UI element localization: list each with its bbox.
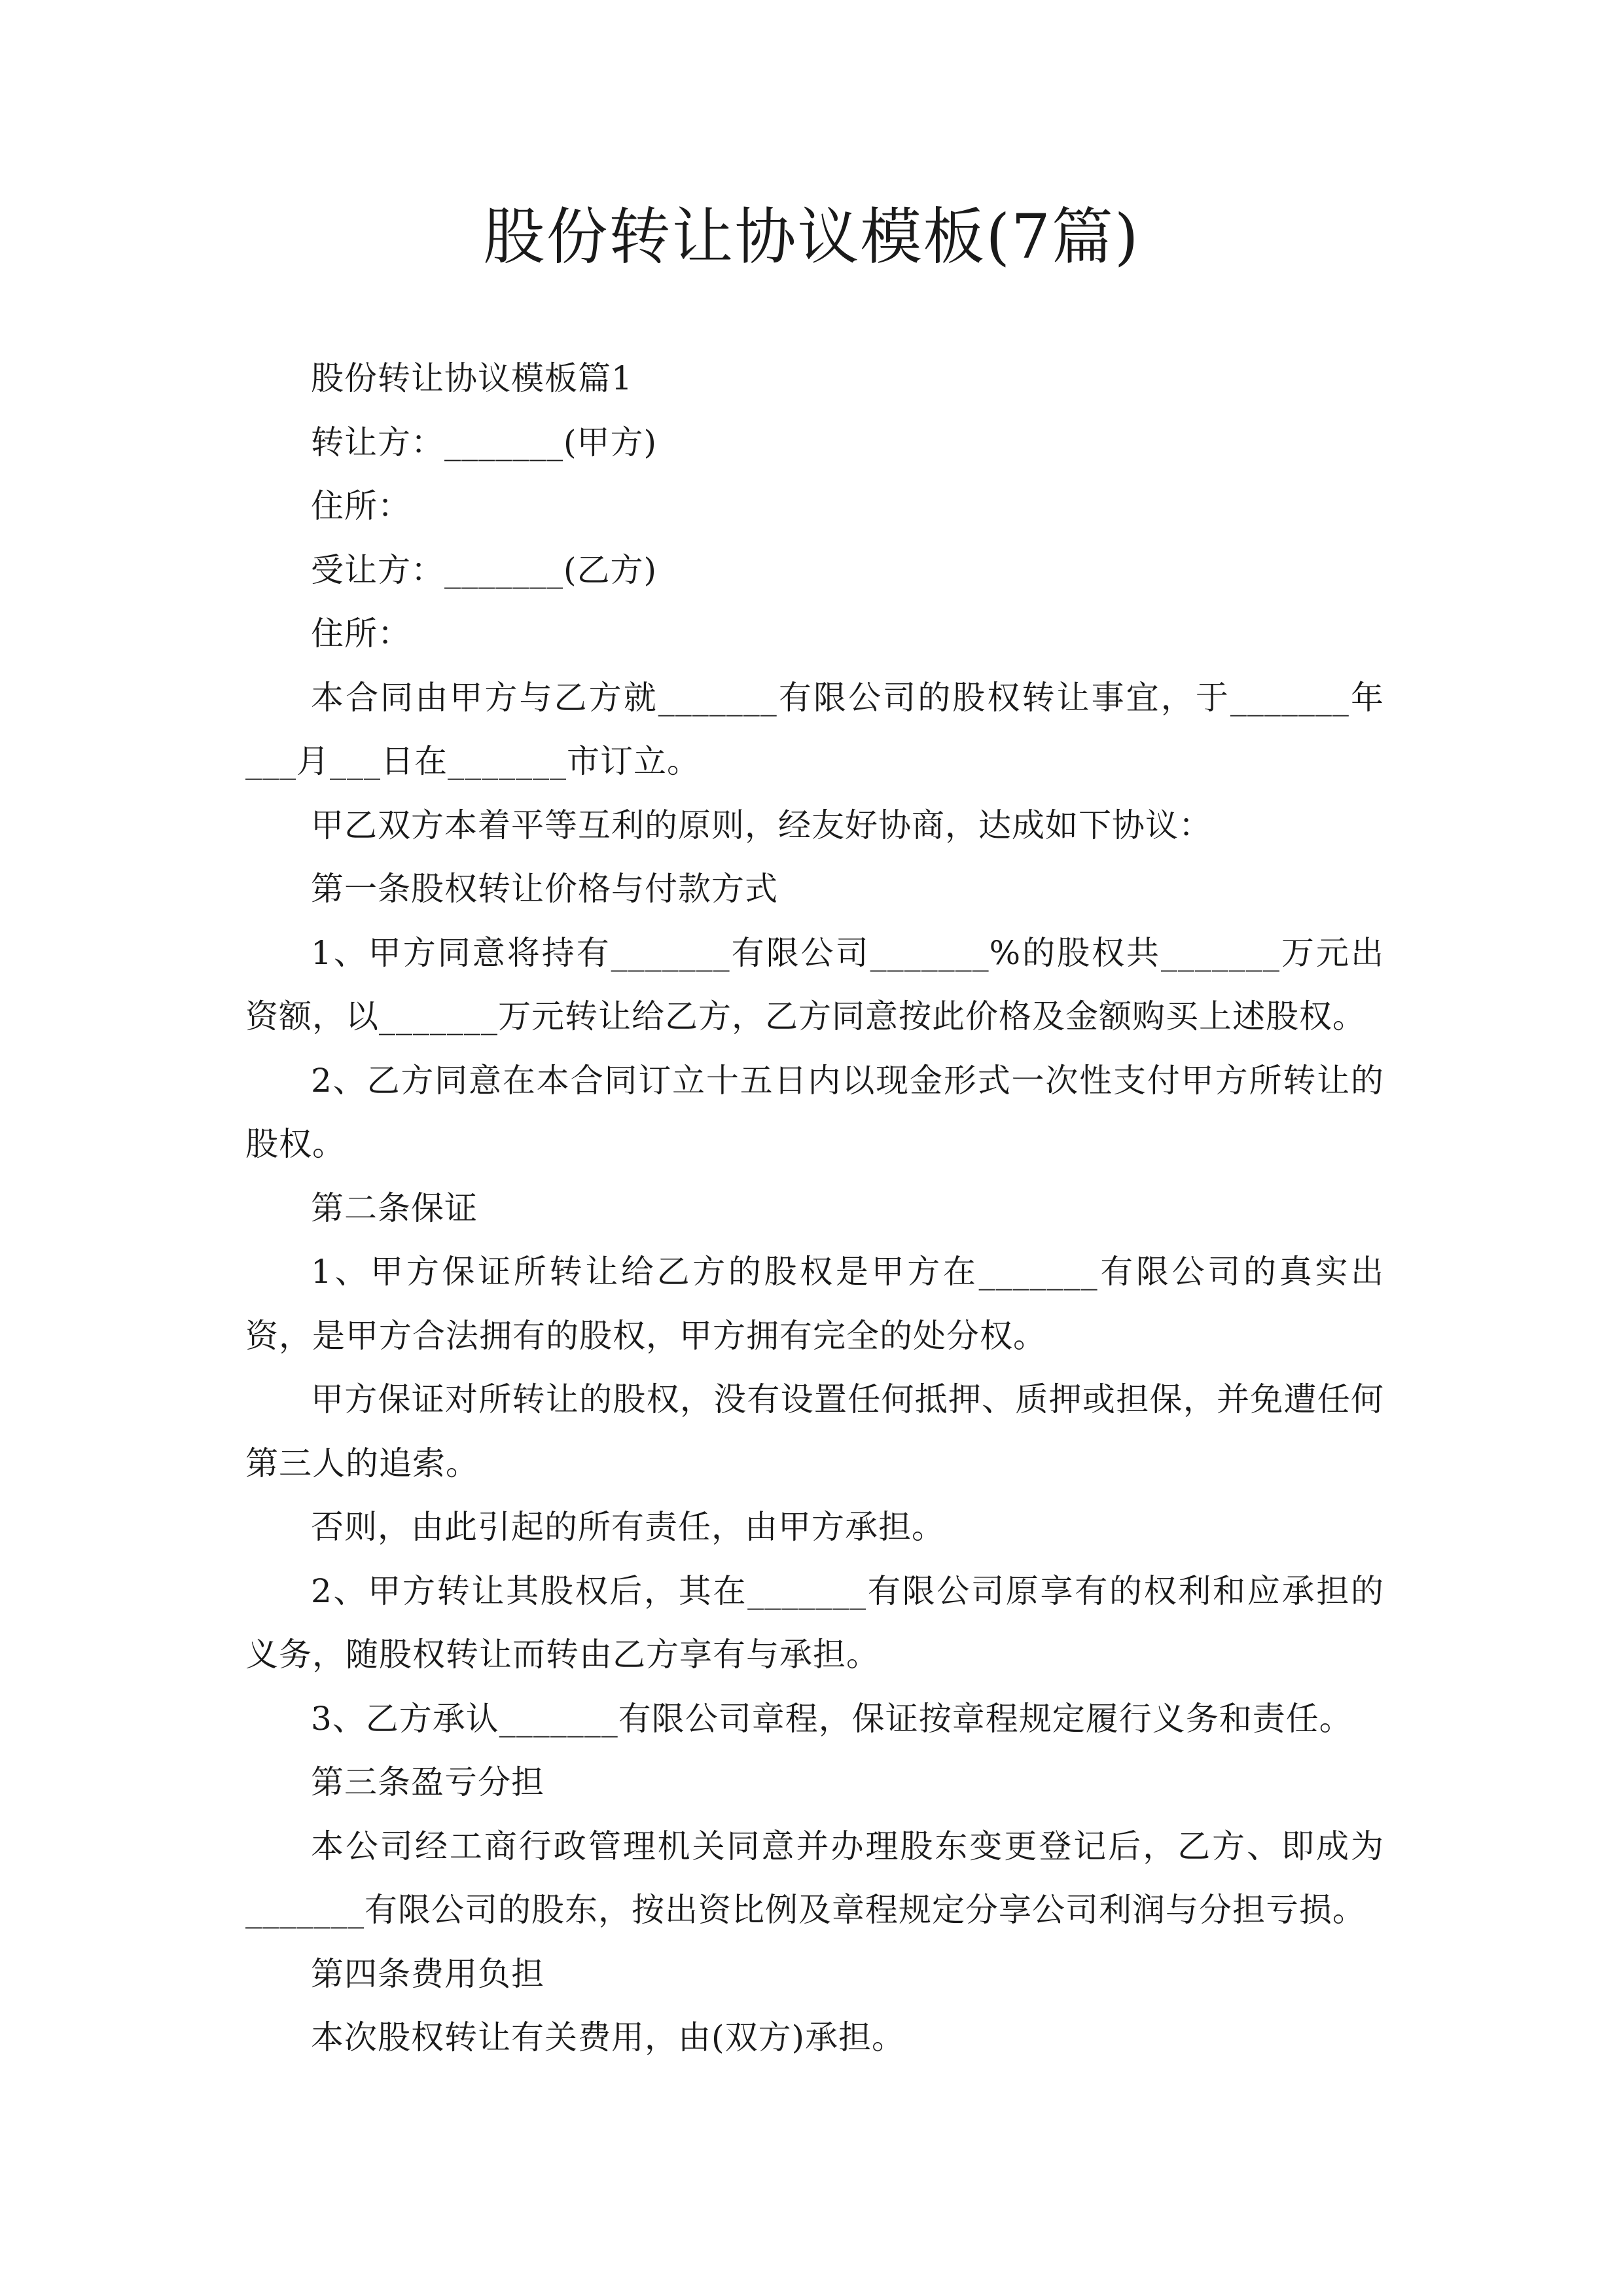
article-2-guarantee-paragraph: 甲方保证对所转让的股权，没有设置任何抵押、质押或担保，并免遭任何第三人的追索。 bbox=[245, 1380, 1384, 1482]
article-4-heading: 第四条费用负担 bbox=[311, 1954, 544, 1993]
agreement-principle-paragraph: 甲乙双方本着平等互利的原则，经友好协商，达成如下协议： bbox=[311, 806, 1212, 844]
transferor-address-line: 住所： bbox=[311, 487, 411, 525]
article-3-heading: 第三条盈亏分担 bbox=[311, 1763, 544, 1801]
article-4-paragraph: 本次股权转让有关费用，由(双方)承担。 bbox=[311, 2018, 906, 2056]
transferor-line: 转让方：_______(甲方) bbox=[311, 423, 658, 461]
article-1-heading: 第一条股权转让价格与付款方式 bbox=[311, 870, 778, 908]
article-2-clause-3: 3、乙方承认_______有限公司章程，保证按章程规定履行义务和责任。 bbox=[311, 1699, 1353, 1738]
transferee-line: 受让方：_______(乙方) bbox=[311, 550, 658, 589]
contract-intro-paragraph: 本合同由甲方与乙方就_______有限公司的股权转让事宜，于_______年___月___日在_______市订立。 bbox=[245, 678, 1384, 780]
article-2-clause-1: 1、甲方保证所转让给乙方的股权是甲方在_______有限公司的真实出资，是甲方合法拥有的股权，甲方拥有完全的处分权。 bbox=[245, 1253, 1384, 1355]
article-1-clause-2: 2、乙方同意在本合同订立十五日内以现金形式一次性支付甲方所转让的股权。 bbox=[245, 1061, 1384, 1163]
document-title: 股份转让协议模板(7篇) bbox=[483, 202, 1140, 273]
section-heading-chapter-1: 股份转让协议模板篇1 bbox=[311, 359, 633, 397]
article-1-clause-1: 1、甲方同意将持有_______有限公司_______%的股权共_______万元出资额，以_______万元转让给乙方，乙方同意按此价格及金额购买上述股权。 bbox=[245, 933, 1384, 1035]
document-body bbox=[245, 347, 1384, 2070]
article-2-clause-2: 2、甲方转让其股权后，其在_______有限公司原享有的权利和应承担的义务，随股权转让而转由乙方享有与承担。 bbox=[245, 1571, 1384, 1674]
article-3-paragraph: 本公司经工商行政管理机关同意并办理股东变更登记后，乙方、即成为_______有限公司的股东，按出资比例及章程规定分享公司利润与分担亏损。 bbox=[245, 1827, 1384, 1929]
transferee-address-line: 住所： bbox=[311, 615, 411, 653]
article-2-heading: 第二条保证 bbox=[311, 1189, 478, 1227]
article-2-liability-paragraph: 否则，由此引起的所有责任，由甲方承担。 bbox=[311, 1508, 945, 1546]
